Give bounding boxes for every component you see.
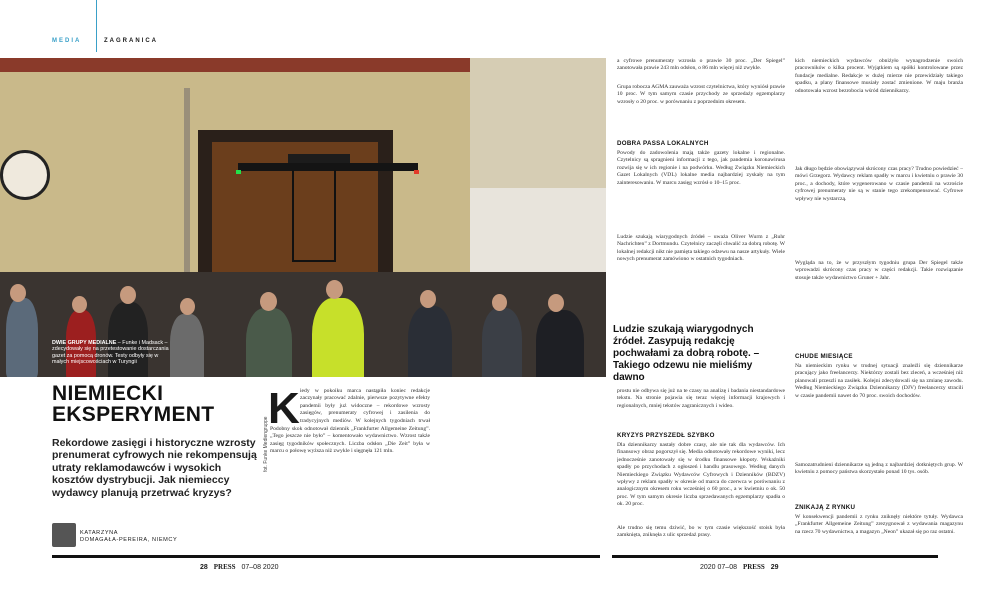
photo-caption: DWIE GRUPY MEDIALNE – Funke i Madsack – zdecydowały się na przetestowanie dostarczania gazet za pomocą dronów. Testy odbyły się w małych miejscowościach w Turyngii bbox=[52, 340, 169, 366]
body-column-2c: Ale trudno się temu dziwić, bo w tym czasie większość stoisk była zamknięta, zniknęła z ulic sprzedaż prasy. bbox=[617, 525, 785, 539]
footer-rule-right bbox=[612, 555, 938, 558]
body-column-1: Podobny skok odnotował dziennik „Frankfurter Allgemeine Zeitung”. „Tego jeszcze nie było” – komentowało wydawnictwo. Wzrost także zasięg tygodników społecznych. Liczba odsłon „Die Zeit” była w marcu o połowę wyższa niż zwykle i sięgnęła 121 mln. bbox=[270, 426, 430, 455]
subhead-kryzys: KRYZYS PRZYSZEDŁ SZYBKO bbox=[617, 432, 715, 439]
body-column-4e: Samozatrudnieni dziennikarze są jedną z najbardziej dotkniętych grup. W kwietniu z pomocy państwa skorzystało ponad 10 tys. osób. bbox=[795, 462, 963, 476]
subsection-label: ZAGRANICA bbox=[104, 38, 158, 44]
body-column-3d: Ludzie szukają wiarygodnych źródeł – uważa Oliver Wurm z „Ruhr Nachrichten” z Dortmundu. Czytelnicy zaczęli chwalić za dobrą robotę. W lokalnej redakcji nikt nie pamięta takiego odzewu na nasze artykuły. Wiele nowych prenumerat zamówiono w ostatnich tygodniach. bbox=[617, 234, 785, 263]
body-column-4c: Wygląda na to, że w przyszłym tygodniu grupa Der Spiegel także wprowadzi skrócony czas pracy w części redakcji. Takie rozwiązanie stosuje także wydawnictwo Gruner + Jahr. bbox=[795, 260, 963, 281]
subhead-zniknie: ZNIKAJĄ Z RYNKU bbox=[795, 504, 856, 511]
body-column-2-top: prostu nie odbywa się już na te czasy na analizę i badania niestandardowe tekstu. Na stronie pojawia się teraz więcej informacji krajowych i regionalnych, mniej tekstów zagranicznych i wideo. bbox=[617, 388, 785, 409]
body-column-3b: Grupa robocza AGMA zauważa wzrost czytelnictwa, który wyniósł prawie 10 proc. W tym samym czasie przychody ze sprzedaży egzemplarzy wzrosły o 20 proc. w porównaniu z poprzednim okresem. bbox=[617, 84, 785, 105]
header-rule bbox=[96, 0, 97, 52]
body-column-4d: Na niemieckim rynku w trudnej sytuacji znaleźli się dziennikarze pracujący jako freelancerzy. Niektórzy zostali bez zleceń, a wcześniej niż planowali przeszli na zasiłek. Kolejni zdecydowali się na zmianę zawodu. Według Niemieckiego Związku Dziennikarzy (DJV) freelancerzy stracili w czasie pandemii nawet do 70 proc. swoich dochodów. bbox=[795, 363, 963, 399]
author-byline: KATARZYNA DOMAGAŁA-PEREIRA, NIEMCY bbox=[80, 530, 178, 543]
photo bbox=[0, 58, 606, 377]
pull-quote: Ludzie szukają wiarygodnych źródeł. Zasypują redakcję pochwałami za dobrą robotę. – Takiego odzewu nie mieliśmy dawno bbox=[613, 324, 760, 383]
article-title: NIEMIECKI EKSPERYMENT bbox=[52, 382, 215, 426]
subhead-chude: CHUDE MIESIĄCE bbox=[795, 353, 853, 360]
body-column-4a: kich niemieckich wydawców obniżyło wynagrodzenie swoich pracowników o kilka procent. Wyjątkiem są spółki kontrolowane przez fundacje medialne. Redakcje w dużej mierze nie przewidziały takiego spadku, a plany finansowe musiały zostać zmienione. W maju branża odnotowała wzrost bezrobocia wśród dziennikarzy. bbox=[795, 58, 963, 94]
emblem-icon bbox=[0, 150, 50, 200]
body-column-3c: Powody do zadowolenia mają także gazety lokalne i regionalne. Czytelnicy są spragnieni informacji z tego, jak pandemia koronawirusa rozwija się w ich regionie i na podwórku. Według Związku Niemieckich Gazet Lokalnych (VDL) lokalne media najbardziej zyskały na tym zainteresowaniu. W marcu zasięg wzrósł o 10–15 proc. bbox=[617, 150, 785, 186]
folio-left: 28 PRESS 07–08 2020 bbox=[200, 563, 279, 571]
body-column-2b: Dla dziennikarzy nastały dobre czasy, ale nie tak dla wydawców. Ich finansowy obraz pogorszył się. Media odnotowały rekordowe wyniki, lecz jednocześnie zanotowały się w środku finansowe kłopoty. Wskaźniki spadły po przychodach z ogłoszeń i handlu prasowego. Według danych Niemieckiego Związku Wydawców Cyfrowych i Dzienników (BDZV) wpływy z reklam spadły w okresie od marca do czerwca w porównaniu z analogicznym okresem roku wcześniej o 60 proc., a w kwietniu o ok. 50 proc. W tym samym okresie liczba sprzedawanych egzemplarzy spadła o ok. 20 proc. bbox=[617, 442, 785, 508]
body-column-3a: a cyfrowe prenumeraty wzrosła o prawie 30 proc. „Der Spiegel” zanotowała prawie 243 mln odsłon, o 86 mln więcej niż zwykle. bbox=[617, 58, 785, 72]
article-lead: Rekordowe zasięgi i historyczne wzrosty prenumerat cyfrowych nie rekompensują utraty reklamodawców i wysokich kosztów dystrybucji. Jak niemieccy wydawcy planują przetrwać kryzys? bbox=[52, 437, 257, 499]
subhead-dobra: DOBRA PASSA LOKALNYCH bbox=[617, 140, 709, 147]
folio-right: 2020 07–08 PRESS 29 bbox=[700, 563, 779, 571]
body-column-1-top: iedy w pokoiku marca nastąpiła koniec redakcje zaczynały pracować zdalnie, pierwsze pozytywne efekty pandemii były już widoczne – rekordowe wzrosty zasięgów, prenumeraty cyfrowej i zasilenia do tradycyjnych mediów. W kolejnych tygodniach trwał bbox=[300, 388, 430, 424]
drop-cap: K bbox=[268, 384, 300, 433]
photo-credit: fot. Funke Mediengruppe bbox=[263, 416, 269, 472]
author-avatar bbox=[52, 523, 76, 547]
body-column-4b: Jak długo będzie obowiązywał skrócony czas pracy? Trudno powiedzieć – mówi Grzegorz. Wydawcy reklam spadły w marcu i kwietniu o prawie 30 proc., a dochody, które wygenerowano w czasie pandemii na wzroście cyfrowej prenumeraty nie są w stanie tego zrekompensować. Cyfrowe wpływy nie wystarczą. bbox=[795, 166, 963, 202]
footer-rule-left bbox=[52, 555, 600, 558]
section-label: MEDIA bbox=[52, 38, 82, 44]
body-column-4f: W konsekwencji pandemii z rynku zniknęły niektóre tytuły. Wydawca „Frankfurter Allgemeine Zeitung” zrezygnował z wydawania magazynu na rzecz 70 wydawnictwa, a magazyn „Neon” ukazał się po raz ostatni. bbox=[795, 514, 963, 535]
